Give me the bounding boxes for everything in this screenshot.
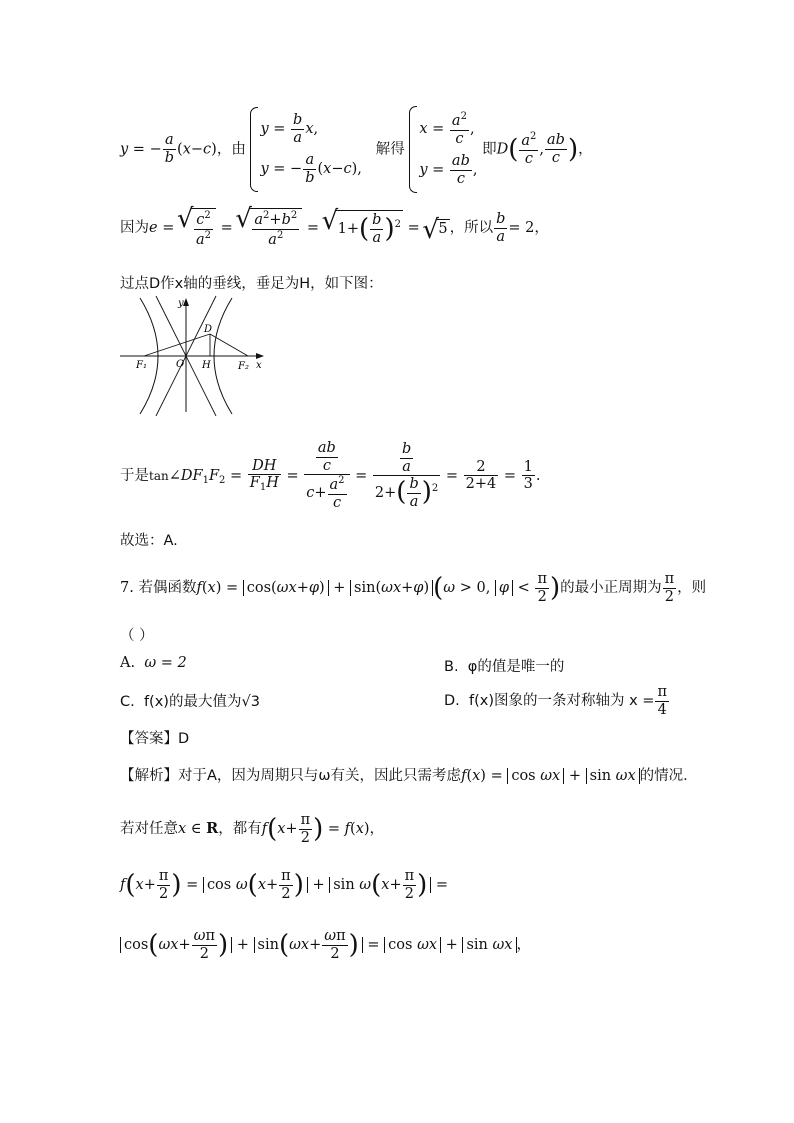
question-7: 7. 若偶函数f(x) = cos(ωx+φ) + sin(ωx+φ) (ω > 0, φ < $\frac{\pi}{2}$ )的最小正周期为 $\frac{\pi}{2}$ ，则 xyxy=(120,571,707,605)
label-x: x xyxy=(256,360,262,371)
q7-number: 7. xyxy=(120,580,134,597)
text-thus: 于是 xyxy=(120,467,149,484)
equation-line-1: y = − $\frac{a}{b}$ (x−c)，由 y = $\frac{b}{a}$ x, y = − $\frac{a}{b}$ (x−c), 解得 x = $\frac{a^2}{c}$ , y = $\frac{ab}{c}$ , 即D( $\frac{a^2}{c}$ , $\frac{ab}{c}$ )， xyxy=(120,108,593,191)
option-d-text: f(x)图象的一条对称轴为 x = xyxy=(469,693,655,710)
analysis-line2-b: ，都有 xyxy=(218,821,262,838)
q7-text-c: ，则 xyxy=(677,580,707,597)
analysis-text-a: 【解析】对于A，因为周期只与ω有关，因此只需考虑 xyxy=(120,768,462,784)
analysis-line2-a: 若对任意 xyxy=(120,821,178,838)
equation-system-2: x = $\frac{a^2}{c}$ , y = $\frac{ab}{c}$ , xyxy=(409,108,477,191)
label-D: D xyxy=(204,324,213,335)
option-d: D. f(x)图象的一条对称轴为 x = $\frac{\pi}{4}$ xyxy=(444,684,667,718)
text-solve: 解得 xyxy=(375,141,405,158)
text-you: ，由 xyxy=(216,141,246,158)
equation-line-tan: 于是$\tan\angle DF_1F_2$ = $\frac{DH}{F_1H}$ = $\frac{ab}{c}$ c+ $\frac{a^2}{c}$ = $\frac{b}{a}$ 2+( $\frac{b}{a}$ )$^2$ = $\frac{2}{2+4}$ = $\frac{1}{3}$ . xyxy=(120,440,541,512)
option-b xyxy=(444,655,564,676)
text-construction: 过点D作x轴的垂线，垂足为H，如下图： xyxy=(120,276,383,292)
q7-paren: （ ） xyxy=(120,628,154,644)
option-c-label: C. xyxy=(120,694,135,710)
option-d-label: D. xyxy=(444,693,460,710)
option-b-text: φ的值是唯一的 xyxy=(467,659,565,675)
analysis-text-b: 的情况. xyxy=(639,768,688,784)
hyperbola-figure xyxy=(120,294,270,416)
analysis-line-4: cos(ωx+ $\frac{\omega\pi}{2}$ ) + sin(ωx+ $\frac{\omega\pi}{2}$ ) = cos ωx + sin ωx ， xyxy=(120,928,531,962)
option-c xyxy=(120,690,260,711)
text-then: 即 xyxy=(482,141,497,158)
option-a-label: A. xyxy=(120,655,136,671)
equation-system-1: y = $\frac{b}{a}$ x, y = − $\frac{a}{b}$ (x−c), xyxy=(250,109,361,190)
y-axis-arrow-icon xyxy=(183,298,189,306)
label-F2: F₂ xyxy=(238,361,249,372)
analysis-line2-c: ， xyxy=(369,821,385,838)
label-H: H xyxy=(202,360,211,371)
equation-line-2: 因为e = √ $\frac{c^2}{a^2}$ = √ $\frac{a^2+b^2}{a^2}$ = √ 1+( $\frac{b}{a}$ )$^2$ = √ 5 ，所以 $\frac{b}{a}$ = 2， xyxy=(120,208,549,248)
analysis-line-2: 若对任意x ∈ R，都有f(x+ $\frac{\pi}{2}$ ) = f(x)， xyxy=(120,812,385,846)
answer: 【答案】D xyxy=(120,731,190,747)
analysis-line-3: f(x+ $\frac{\pi}{2}$ ) = cos ω(x+ $\frac{\pi}{2}$ ) + sin ω(x+ $\frac{\pi}{2}$ ) = xyxy=(120,868,449,902)
conclusion: 故选：A. xyxy=(120,533,178,549)
line-D-F2 xyxy=(210,334,248,356)
option-c-text: f(x)的最大值为√3 xyxy=(143,694,260,710)
label-O: O xyxy=(176,359,185,370)
q7-text-a: 若偶函数 xyxy=(138,580,197,597)
text-eq-2: = 2， xyxy=(508,220,549,237)
option-a xyxy=(120,655,187,671)
text-so: ，所以 xyxy=(449,220,494,237)
text-because: 因为 xyxy=(120,220,149,237)
label-F1: F₁ xyxy=(136,360,147,371)
x-axis-arrow-icon xyxy=(256,353,264,359)
analysis-line-1: 【解析】对于A，因为周期只与ω有关，因此只需考虑f(x) = cos ωx + sin ωx 的情况. xyxy=(120,768,688,784)
label-y: y xyxy=(178,298,184,309)
option-b-label: B. xyxy=(444,659,459,675)
option-a-text: ω = 2 xyxy=(144,655,187,671)
q7-text-b: 的最小正周期为 xyxy=(560,580,662,597)
